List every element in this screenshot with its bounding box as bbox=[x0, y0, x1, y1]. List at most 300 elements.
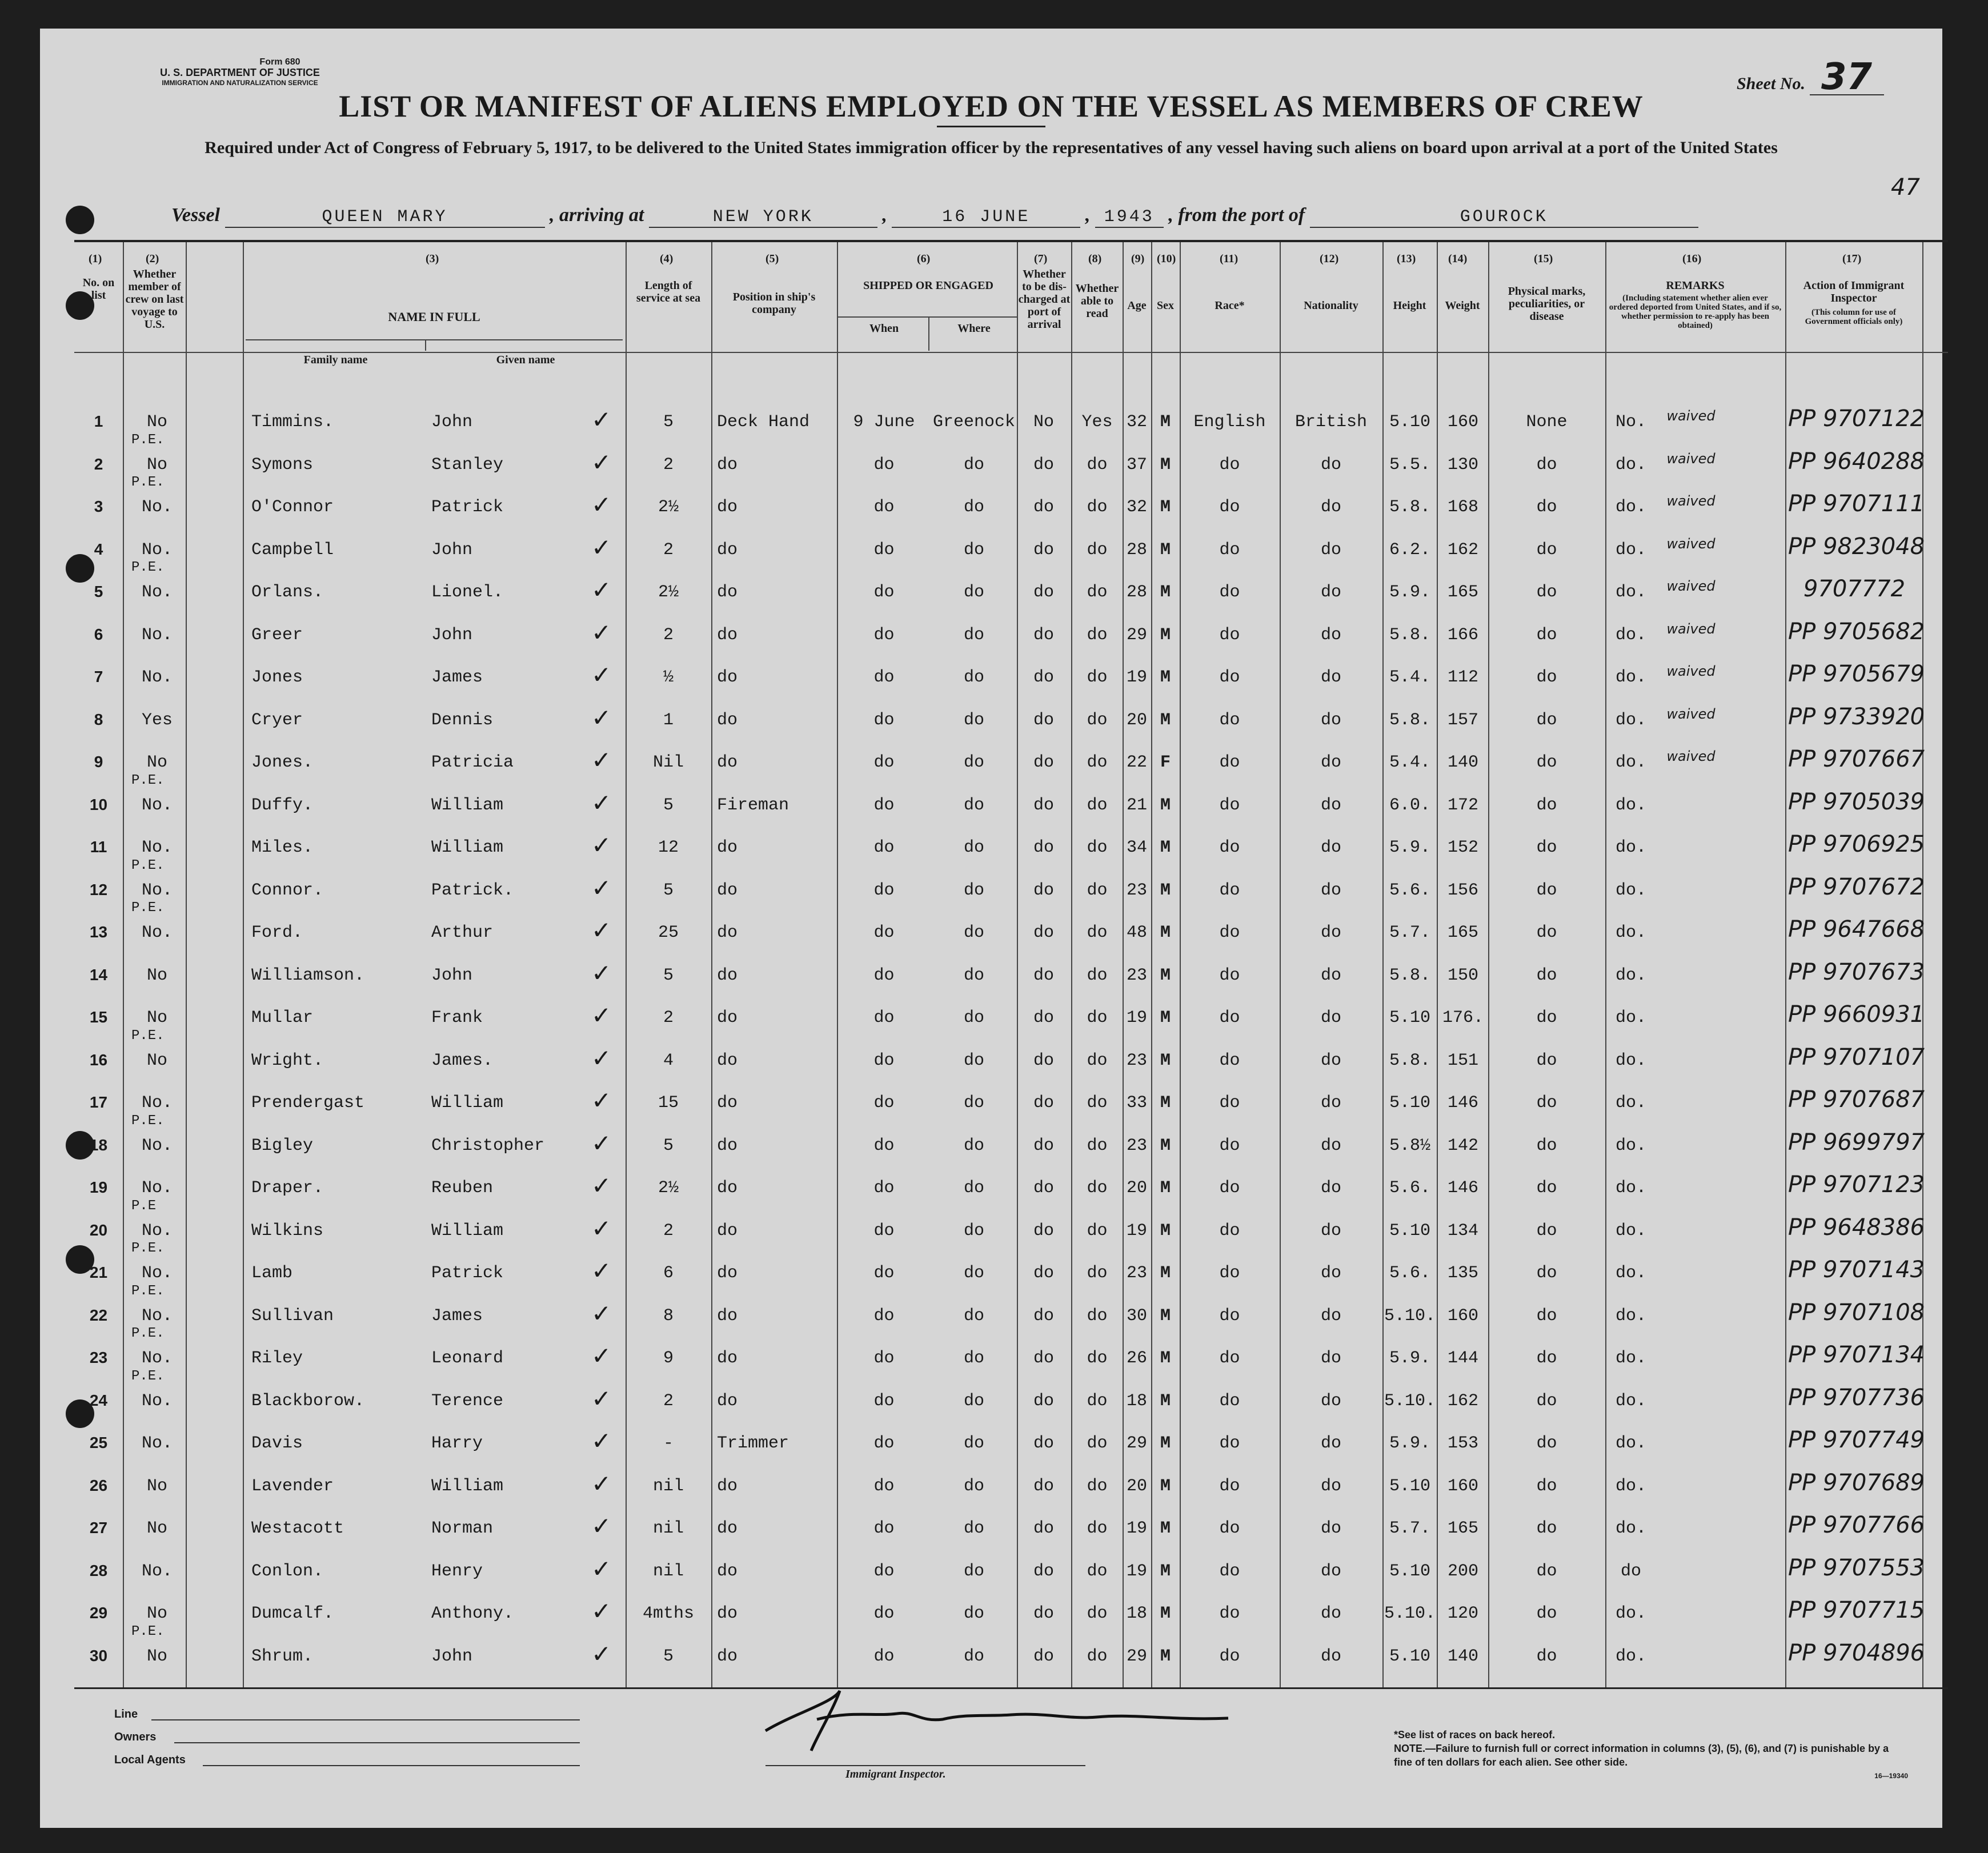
shipped-when: do bbox=[873, 1221, 895, 1241]
nationality: do bbox=[1320, 1008, 1341, 1028]
col-header-family-name: Family name bbox=[303, 354, 368, 366]
height: 5.10. bbox=[1384, 1391, 1436, 1411]
shipped-where: do bbox=[963, 1306, 984, 1326]
race: do bbox=[1219, 795, 1240, 815]
given-name: John bbox=[431, 965, 473, 985]
race: do bbox=[1219, 923, 1240, 942]
nationality: do bbox=[1320, 795, 1341, 815]
height: 5.5. bbox=[1389, 455, 1430, 475]
waived-note: waived bbox=[1666, 578, 1716, 594]
family-name: Sullivan bbox=[251, 1306, 334, 1326]
age: 48 bbox=[1126, 923, 1147, 942]
remarks: do. bbox=[1615, 1646, 1646, 1666]
position: do bbox=[717, 923, 738, 942]
able-to-read: do bbox=[1087, 1349, 1108, 1368]
service-length: 4mths bbox=[642, 1604, 694, 1623]
age: 19 bbox=[1126, 1519, 1147, 1538]
col-header-name: NAME IN FULL bbox=[388, 310, 480, 324]
previous-voyage: No. bbox=[141, 1561, 173, 1581]
age: 19 bbox=[1126, 1221, 1147, 1241]
sex: M bbox=[1160, 1646, 1171, 1666]
previous-voyage: No. bbox=[141, 625, 173, 645]
race: do bbox=[1219, 455, 1240, 475]
given-name: William bbox=[431, 1093, 504, 1113]
weight: 130 bbox=[1447, 455, 1478, 475]
shipped-where: do bbox=[963, 1264, 984, 1283]
arrival-year: 1943 bbox=[1095, 207, 1164, 228]
col-header-discharge: Whether to be dis-charged at port of arrival bbox=[1018, 268, 1071, 331]
agents-label: Local Agents bbox=[114, 1754, 186, 1766]
row-number: 29 bbox=[89, 1604, 108, 1622]
age: 34 bbox=[1126, 838, 1147, 857]
height: 5.10 bbox=[1389, 412, 1430, 432]
physical-marks: do bbox=[1536, 498, 1557, 517]
table-row bbox=[74, 1168, 1948, 1210]
age: 19 bbox=[1126, 1561, 1147, 1581]
weight: 168 bbox=[1447, 498, 1478, 517]
service-length: 15 bbox=[658, 1093, 679, 1113]
previous-voyage: No bbox=[146, 1476, 167, 1496]
physical-marks: do bbox=[1536, 1646, 1557, 1666]
title-rule bbox=[937, 126, 1045, 127]
position: do bbox=[717, 498, 738, 517]
weight: 146 bbox=[1447, 1178, 1478, 1198]
pe-annotation: P.E. bbox=[131, 560, 165, 575]
nationality: do bbox=[1320, 1349, 1341, 1368]
weight: 160 bbox=[1447, 1476, 1478, 1496]
sex: F bbox=[1160, 753, 1171, 772]
race: do bbox=[1219, 753, 1240, 772]
shipped-where: do bbox=[963, 1050, 984, 1070]
remarks: do. bbox=[1615, 1349, 1646, 1368]
position: do bbox=[717, 1136, 738, 1156]
height: 5.8. bbox=[1389, 965, 1430, 985]
shipped-where: do bbox=[963, 1136, 984, 1156]
weight: 135 bbox=[1447, 1264, 1478, 1283]
previous-voyage: No bbox=[146, 1008, 167, 1028]
col-header-remarks: REMARKS bbox=[1666, 279, 1725, 292]
previous-voyage: No bbox=[146, 753, 167, 772]
col-num: (11) bbox=[1220, 252, 1239, 265]
inspector-action: PP 9707111 bbox=[1788, 491, 1925, 517]
family-name: Cryer bbox=[251, 710, 303, 730]
checkmark-icon: ✓ bbox=[591, 1384, 612, 1413]
shipped-when: do bbox=[873, 625, 895, 645]
age: 37 bbox=[1126, 455, 1147, 475]
service-length: 12 bbox=[658, 838, 679, 857]
sex: M bbox=[1160, 1178, 1171, 1198]
col-num: (10) bbox=[1157, 252, 1176, 265]
weight: 152 bbox=[1447, 838, 1478, 857]
age: 19 bbox=[1126, 1008, 1147, 1028]
discharge: do bbox=[1033, 583, 1054, 602]
weight: 150 bbox=[1447, 965, 1478, 985]
table-row bbox=[74, 530, 1948, 572]
pe-annotation: P.E. bbox=[131, 772, 165, 788]
position: do bbox=[717, 625, 738, 645]
shipped-when: do bbox=[873, 753, 895, 772]
family-name: Duffy. bbox=[251, 795, 314, 815]
family-name: Connor. bbox=[251, 880, 324, 900]
age: 23 bbox=[1126, 1050, 1147, 1070]
given-name: Patrick bbox=[431, 498, 504, 517]
family-name: Jones bbox=[251, 668, 303, 687]
physical-marks: do bbox=[1536, 1093, 1557, 1113]
waived-note: waived bbox=[1666, 748, 1716, 764]
shipped-when: do bbox=[873, 540, 895, 560]
physical-marks: do bbox=[1536, 1050, 1557, 1070]
able-to-read: do bbox=[1087, 1604, 1108, 1623]
physical-marks: do bbox=[1536, 1476, 1557, 1496]
sex: M bbox=[1160, 1434, 1171, 1453]
checkmark-icon: ✓ bbox=[591, 661, 612, 689]
given-name: William bbox=[431, 1221, 504, 1241]
height: 5.8. bbox=[1389, 625, 1430, 645]
family-name: Blackborow. bbox=[251, 1391, 365, 1411]
physical-marks: do bbox=[1536, 668, 1557, 687]
nationality: do bbox=[1320, 1604, 1341, 1623]
service-length: 25 bbox=[658, 923, 679, 942]
sex: M bbox=[1160, 1476, 1171, 1496]
table-row bbox=[74, 657, 1948, 700]
shipped-when: do bbox=[873, 1434, 895, 1453]
race: do bbox=[1219, 710, 1240, 730]
height: 6.2. bbox=[1389, 540, 1430, 560]
remarks: do. bbox=[1615, 1050, 1646, 1070]
physical-marks: do bbox=[1536, 1306, 1557, 1326]
discharge: do bbox=[1033, 540, 1054, 560]
inspector-action: PP 9707667 bbox=[1788, 746, 1925, 772]
height: 6.0. bbox=[1389, 795, 1430, 815]
col-header-position: Position in ship's company bbox=[732, 291, 816, 316]
previous-voyage: No bbox=[146, 1604, 167, 1623]
inspector-action: 9707772 bbox=[1803, 576, 1906, 602]
previous-voyage: Yes bbox=[141, 710, 173, 730]
physical-marks: do bbox=[1536, 1136, 1557, 1156]
col-num: (5) bbox=[765, 252, 779, 265]
discharge: do bbox=[1033, 753, 1054, 772]
col-header-age: Age bbox=[1127, 299, 1147, 312]
manifest-sheet bbox=[40, 29, 1942, 1828]
nationality: do bbox=[1320, 880, 1341, 900]
service-length: 6 bbox=[663, 1264, 674, 1283]
sex: M bbox=[1160, 1561, 1171, 1581]
age: 23 bbox=[1126, 1136, 1147, 1156]
shipped-when: do bbox=[873, 880, 895, 900]
family-name: Orlans. bbox=[251, 583, 324, 602]
able-to-read: do bbox=[1087, 455, 1108, 475]
remarks: do. bbox=[1615, 1008, 1646, 1028]
given-name: Arthur bbox=[431, 923, 494, 942]
nationality: do bbox=[1320, 1519, 1341, 1538]
departure-port: GOUROCK bbox=[1310, 207, 1698, 228]
sheet-number-label: Sheet No. bbox=[1737, 74, 1805, 93]
physical-marks: do bbox=[1536, 838, 1557, 857]
checkmark-icon: ✓ bbox=[591, 1214, 612, 1242]
race: do bbox=[1219, 1349, 1240, 1368]
age: 22 bbox=[1126, 753, 1147, 772]
checkmark-icon: ✓ bbox=[591, 576, 612, 604]
sex: M bbox=[1160, 1349, 1171, 1368]
sex: M bbox=[1160, 625, 1171, 645]
race: do bbox=[1219, 838, 1240, 857]
shipped-when: do bbox=[873, 1349, 895, 1368]
col-num: (2) bbox=[146, 252, 159, 265]
row-number: 9 bbox=[94, 753, 103, 771]
position: do bbox=[717, 1391, 738, 1411]
given-name: Terence bbox=[431, 1391, 504, 1411]
remarks: do. bbox=[1615, 1391, 1646, 1411]
inspector-action: PP 9707736 bbox=[1788, 1384, 1925, 1411]
sex: M bbox=[1160, 583, 1171, 602]
col-header-inspector-action: Action of Immigrant Inspector bbox=[1803, 279, 1905, 304]
remarks: do. bbox=[1615, 1264, 1646, 1283]
position: do bbox=[717, 1519, 738, 1538]
nationality: do bbox=[1320, 455, 1341, 475]
sex: M bbox=[1160, 1604, 1171, 1623]
col-num: (8) bbox=[1088, 252, 1102, 265]
height: 5.4. bbox=[1389, 668, 1430, 687]
inspector-action: PP 9660931 bbox=[1788, 1001, 1925, 1028]
position: do bbox=[717, 1604, 738, 1623]
inspector-action: PP 9707673 bbox=[1788, 958, 1925, 985]
shipped-where: do bbox=[963, 498, 984, 517]
shipped-where: do bbox=[963, 583, 984, 602]
physical-marks: do bbox=[1536, 1434, 1557, 1453]
able-to-read: do bbox=[1087, 1093, 1108, 1113]
able-to-read: do bbox=[1087, 1136, 1108, 1156]
given-name: John bbox=[431, 540, 473, 560]
form-number: Form 680 bbox=[259, 57, 300, 67]
inspector-action: PP 9640288 bbox=[1788, 448, 1925, 475]
checkmark-icon: ✓ bbox=[591, 1086, 612, 1114]
pe-annotation: P.E. bbox=[131, 432, 165, 448]
family-name: Dumcalf. bbox=[251, 1604, 334, 1623]
previous-voyage: No. bbox=[141, 838, 173, 857]
shipped-when: do bbox=[873, 838, 895, 857]
able-to-read: do bbox=[1087, 923, 1108, 942]
family-name: Timmins. bbox=[251, 412, 334, 432]
remarks: do. bbox=[1615, 1519, 1646, 1538]
discharge: do bbox=[1033, 1476, 1054, 1496]
inspector-action: PP 9705682 bbox=[1788, 618, 1925, 645]
col-header-height: Height bbox=[1393, 299, 1426, 312]
row-number: 17 bbox=[89, 1093, 108, 1111]
given-name: Lionel. bbox=[431, 583, 504, 602]
table-row bbox=[74, 560, 1948, 615]
family-name: Williamson. bbox=[251, 965, 365, 985]
able-to-read: do bbox=[1087, 965, 1108, 985]
nationality: do bbox=[1320, 965, 1341, 985]
discharge: do bbox=[1033, 1136, 1054, 1156]
race: do bbox=[1219, 583, 1240, 602]
service-length: - bbox=[663, 1434, 674, 1453]
checkmark-icon: ✓ bbox=[591, 448, 612, 476]
weight: 160 bbox=[1447, 1306, 1478, 1326]
inspector-action: PP 9707689 bbox=[1788, 1469, 1925, 1496]
col-header-physical-marks: Physical marks, peculiarities, or disease bbox=[1508, 285, 1586, 323]
age: 19 bbox=[1126, 668, 1147, 687]
remarks: do. bbox=[1615, 540, 1646, 560]
col-num: (9) bbox=[1131, 252, 1145, 265]
race: do bbox=[1219, 1434, 1240, 1453]
inspector-action: PP 9704896 bbox=[1788, 1639, 1925, 1666]
shipped-when: do bbox=[873, 1519, 895, 1538]
height: 5.7. bbox=[1389, 1519, 1430, 1538]
checkmark-icon: ✓ bbox=[591, 873, 612, 902]
punch-hole bbox=[66, 206, 94, 234]
inspector-action: PP 9707108 bbox=[1788, 1299, 1925, 1326]
shipped-when: do bbox=[873, 1136, 895, 1156]
table-row bbox=[74, 743, 1948, 785]
row-number: 15 bbox=[89, 1008, 108, 1026]
shipped-when: do bbox=[873, 1093, 895, 1113]
given-name: Anthony. bbox=[431, 1604, 514, 1623]
waived-note: waived bbox=[1666, 705, 1716, 722]
table-row bbox=[74, 1028, 1948, 1083]
shipped-when: do bbox=[873, 1008, 895, 1028]
discharge: do bbox=[1033, 1093, 1054, 1113]
discharge: do bbox=[1033, 795, 1054, 815]
height: 5.7. bbox=[1389, 923, 1430, 942]
service-length: 1 bbox=[663, 710, 674, 730]
height: 5.6. bbox=[1389, 880, 1430, 900]
race: do bbox=[1219, 1264, 1240, 1283]
checkmark-icon: ✓ bbox=[591, 916, 612, 944]
able-to-read: do bbox=[1087, 668, 1108, 687]
remarks: do. bbox=[1615, 1476, 1646, 1496]
shipped-where: do bbox=[963, 880, 984, 900]
physical-marks: do bbox=[1536, 753, 1557, 772]
weight: 120 bbox=[1447, 1604, 1478, 1623]
service-length: 2 bbox=[663, 625, 674, 645]
row-number: 14 bbox=[89, 965, 108, 984]
pe-annotation: P.E. bbox=[131, 1113, 165, 1129]
waived-note: waived bbox=[1666, 620, 1716, 637]
inspector-action: PP 9706925 bbox=[1788, 831, 1925, 857]
table-row bbox=[74, 772, 1948, 828]
remarks: do bbox=[1620, 1561, 1641, 1581]
service-length: 5 bbox=[663, 412, 674, 432]
weight: 134 bbox=[1447, 1221, 1478, 1241]
able-to-read: do bbox=[1087, 1221, 1108, 1241]
nationality: do bbox=[1320, 710, 1341, 730]
shipped-when: do bbox=[873, 583, 895, 602]
sex: M bbox=[1160, 1008, 1171, 1028]
previous-voyage: No. bbox=[141, 1221, 173, 1241]
age: 28 bbox=[1126, 583, 1147, 602]
inspector-action: PP 9707672 bbox=[1788, 873, 1925, 900]
sex: M bbox=[1160, 412, 1171, 432]
remarks: do. bbox=[1615, 795, 1646, 815]
shipped-when: do bbox=[873, 1050, 895, 1070]
height: 5.8. bbox=[1389, 1050, 1430, 1070]
previous-voyage: No bbox=[146, 1519, 167, 1538]
sex: M bbox=[1160, 1136, 1171, 1156]
previous-voyage: No. bbox=[141, 1391, 173, 1411]
shipped-when: do bbox=[873, 498, 895, 517]
given-name: Christopher bbox=[431, 1136, 545, 1156]
discharge: No bbox=[1033, 412, 1054, 432]
given-name: John bbox=[431, 1646, 473, 1666]
checkmark-icon: ✓ bbox=[591, 1299, 612, 1327]
shipped-where: do bbox=[963, 1221, 984, 1241]
row-number: 23 bbox=[89, 1349, 108, 1366]
age: 23 bbox=[1126, 1264, 1147, 1283]
position: do bbox=[717, 838, 738, 857]
given-name: Frank bbox=[431, 1008, 483, 1028]
weight: 165 bbox=[1447, 923, 1478, 942]
inspector-action: PP 9707715 bbox=[1788, 1597, 1925, 1623]
physical-marks: do bbox=[1536, 1221, 1557, 1241]
nationality: do bbox=[1320, 1264, 1341, 1283]
shipped-where: do bbox=[963, 965, 984, 985]
given-name: Henry bbox=[431, 1561, 483, 1581]
age: 32 bbox=[1126, 412, 1147, 432]
checkmark-icon: ✓ bbox=[591, 831, 612, 859]
previous-voyage: No. bbox=[141, 498, 173, 517]
col-num: (3) bbox=[426, 252, 439, 265]
shipped-when: do bbox=[873, 668, 895, 687]
col-num: (16) bbox=[1682, 252, 1702, 265]
table-row bbox=[74, 900, 1948, 955]
row-number: 4 bbox=[94, 540, 103, 558]
family-name: Bigley bbox=[251, 1136, 314, 1156]
shipped-where: do bbox=[963, 1561, 984, 1581]
owners-blank bbox=[174, 1742, 580, 1743]
weight: 166 bbox=[1447, 625, 1478, 645]
shipped-when: do bbox=[873, 1561, 895, 1581]
checkmark-icon: ✓ bbox=[591, 533, 612, 561]
age: 30 bbox=[1126, 1306, 1147, 1326]
nationality: do bbox=[1320, 583, 1341, 602]
shipped-where: do bbox=[963, 1434, 984, 1453]
able-to-read: do bbox=[1087, 838, 1108, 857]
waived-note: waived bbox=[1666, 450, 1716, 467]
service-length: 9 bbox=[663, 1349, 674, 1368]
table-row bbox=[74, 475, 1948, 530]
given-name: Reuben bbox=[431, 1178, 494, 1198]
nationality: do bbox=[1320, 668, 1341, 687]
shipped-when: do bbox=[873, 1264, 895, 1283]
discharge: do bbox=[1033, 1646, 1054, 1666]
position: do bbox=[717, 1008, 738, 1028]
table-row bbox=[74, 1083, 1948, 1125]
age: 29 bbox=[1126, 1434, 1147, 1453]
weight: 157 bbox=[1447, 710, 1478, 730]
nationality: do bbox=[1320, 1391, 1341, 1411]
sex: M bbox=[1160, 1221, 1171, 1241]
remarks: do. bbox=[1615, 1093, 1646, 1113]
inspector-action: PP 9699797 bbox=[1788, 1129, 1925, 1156]
given-name: John bbox=[431, 412, 473, 432]
height: 5.9. bbox=[1389, 583, 1430, 602]
sex: M bbox=[1160, 880, 1171, 900]
col-num: (4) bbox=[660, 252, 674, 265]
position: do bbox=[717, 1349, 738, 1368]
race: do bbox=[1219, 1178, 1240, 1198]
table-row bbox=[74, 1368, 1948, 1423]
service-name: IMMIGRATION AND NATURALIZATION SERVICE bbox=[162, 79, 318, 87]
age: 28 bbox=[1126, 540, 1147, 560]
previous-voyage: No. bbox=[141, 880, 173, 900]
col-num: (17) bbox=[1842, 252, 1862, 265]
nationality: do bbox=[1320, 1434, 1341, 1453]
service-length: 2 bbox=[663, 1391, 674, 1411]
age: 21 bbox=[1126, 795, 1147, 815]
height: 5.4. bbox=[1389, 753, 1430, 772]
remarks: do. bbox=[1615, 1306, 1646, 1326]
